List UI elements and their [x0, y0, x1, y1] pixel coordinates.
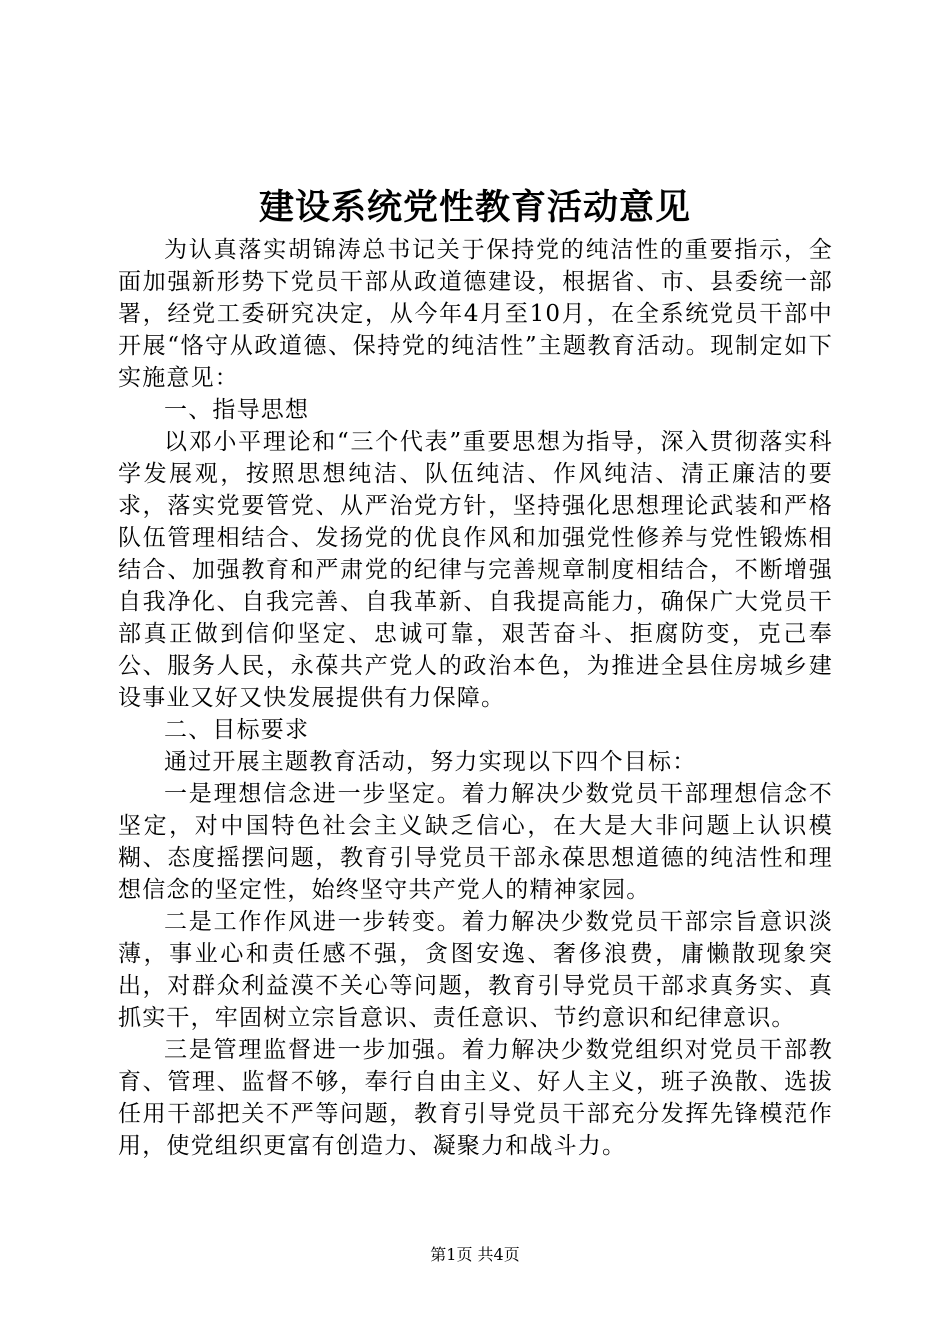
document-body: [118, 234, 833, 1162]
goal-two-paragraph: 二是工作作风进一步转变。着力解决少数党员干部宗旨意识淡薄，事业心和责任感不强，贪图安逸、奢侈浪费，庸懒散现象突出，对群众利益漠不关心等问题，教育引导党员干部求真务实、真抓实干，牢固树立宗旨意识、责任意识、节约意识和纪律意识。: [118, 909, 833, 1031]
goals-intro-paragraph: 通过开展主题教育活动，努力实现以下四个目标：: [164, 749, 697, 775]
goal-one-paragraph: 一是理想信念进一步坚定。着力解决少数党员干部理想信念不坚定，对中国特色社会主义缺乏信心，在大是大非问题上认识模糊、态度摇摆问题，教育引导党员干部永葆思想道德的纯洁性和理想信念的坚定性，始终坚守共产党人的精神家园。: [118, 781, 833, 903]
page-footer: 第1页 共4页: [430, 1245, 520, 1264]
intro-paragraph: 为认真落实胡锦涛总书记关于保持党的纯洁性的重要指示，全面加强新形势下党员干部从政道德建设，根据省、市、县委统一部署，经党工委研究决定，从今年4月至10月，在全系统党员干部中开展“恪守从政道德、保持党的纯洁性”主题教育活动。现制定如下实施意见：: [118, 237, 833, 391]
guiding-ideology-paragraph: 以邓小平理论和“三个代表”重要思想为指导，深入贯彻落实科学发展观，按照思想纯洁、队伍纯洁、作风纯洁、清正廉洁的要求，落实党要管党、从严治党方针，坚持强化思想理论武装和严格队伍管理相结合、发扬党的优良作风和加强党性修养与党性锻炼相结合、加强教育和严肃党的纪律与完善规章制度相结合，不断增强自我净化、自我完善、自我革新、自我提高能力，确保广大党员干部真正做到信仰坚定、忠诚可靠，艰苦奋斗、拒腐防变，克己奉公、服务人民，永葆共产党人的政治本色，为推进全县住房城乡建设事业又好又快发展提供有力保障。: [118, 429, 833, 711]
document-title: 建设系统党性教育活动意见: [258, 187, 691, 228]
section-heading-goals: 二、目标要求: [164, 717, 310, 743]
section-heading-guiding-ideology: 一、指导思想: [164, 397, 310, 423]
goal-three-paragraph: 三是管理监督进一步加强。着力解决少数党组织对党员干部教育、管理、监督不够，奉行自由主义、好人主义，班子涣散、选拔任用干部把关不严等问题，教育引导党员干部充分发挥先锋模范作用，使党组织更富有创造力、凝聚力和战斗力。: [118, 1037, 833, 1159]
